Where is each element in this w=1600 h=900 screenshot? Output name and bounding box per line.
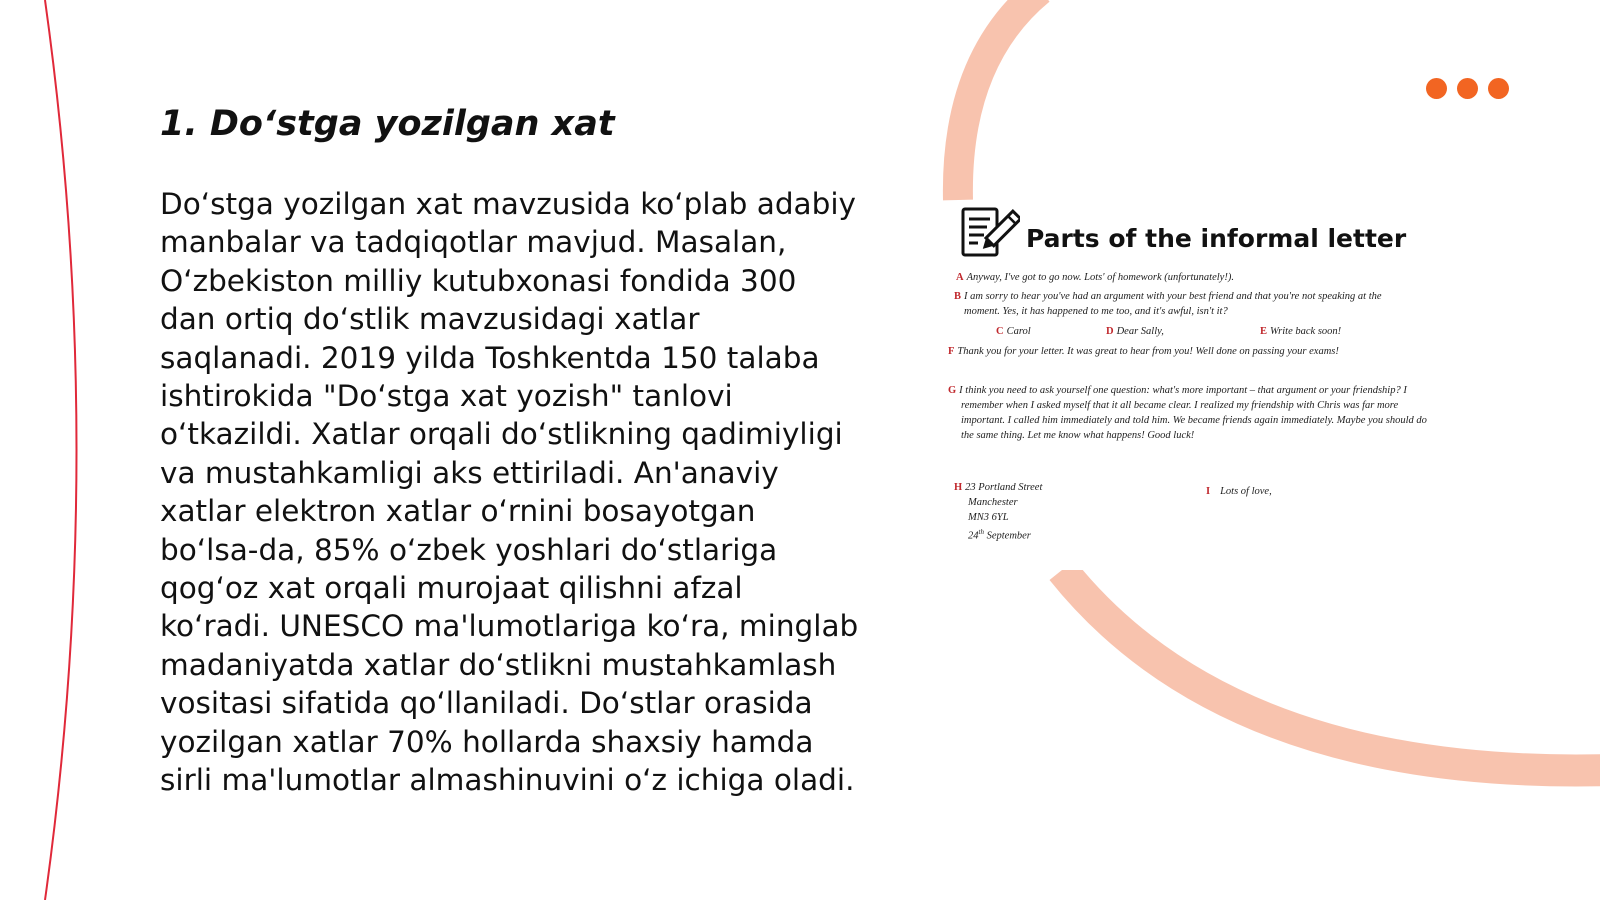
letter-part-i bbox=[1206, 484, 1272, 499]
part-letter: B bbox=[954, 291, 962, 302]
address-city: Manchester bbox=[968, 497, 1018, 508]
part-letter: F bbox=[948, 346, 955, 357]
letter-part-d bbox=[1106, 324, 1164, 339]
address-street: 23 Portland Street bbox=[965, 482, 1043, 493]
part-letter: G bbox=[948, 385, 957, 396]
part-letter: D bbox=[1106, 326, 1114, 337]
part-letter: I bbox=[1206, 486, 1211, 497]
part-letter: E bbox=[1260, 326, 1268, 337]
bottom-ring-arc bbox=[1062, 570, 1600, 770]
slide-body-text: Do‘stga yozilgan xat mavzusida ko‘plab adabiy manbalar va tadqiqotlar mavjud. Masalan, O‘zbekiston milliy kutubxonasi fondida 300 dan ortiq do‘stlik mavzusidagi xatlar saqlanadi. 2019 yilda Toshkentda 150 talaba ishtirokida "Do‘stga xat yozish" tanlovi o‘tkazildi. Xatlar orqali do‘stlikning qadimiyligi va mustahkamligi aks ettiriladi. An'anaviy xatlar elektron xatlar o‘rnini bosayotgan bo‘lsa-da, 85% o‘zbek yoshlari do‘stlariga qog‘oz xat orqali murojaat qilishni afzal ko‘radi. UNESCO ma'lumotlariga ko‘ra, minglab madaniyatda xatlar do‘stlikni mustahkamlash vositasi sifatida qo‘llaniladi. Do‘stlar orasida yozilgan xatlar 70% hollarda shaxsiy hamda sirli ma'lumotlar almashinuvini o‘z ichiga oladi. bbox=[160, 187, 859, 798]
top-ring-arc bbox=[958, 0, 1040, 200]
letter-part-f bbox=[948, 344, 1398, 359]
letter-date-suffix: th bbox=[978, 528, 984, 536]
part-letter: A bbox=[956, 272, 964, 283]
letter-date-day: 24 bbox=[968, 530, 979, 542]
figure-title: Parts of the informal letter bbox=[1026, 223, 1407, 253]
three-dots-icon[interactable] bbox=[1426, 78, 1509, 99]
part-text: I am sorry to hear you've had an argument with your best friend and that you're not speaking at the moment. Yes, it has happened to me too, and it's awful, isn't it? bbox=[964, 291, 1382, 317]
slide-title: 1. Do‘stga yozilgan xat bbox=[160, 104, 615, 144]
part-letter: H bbox=[954, 482, 963, 493]
part-letter: C bbox=[996, 326, 1004, 337]
part-text: Lots of love, bbox=[1220, 486, 1272, 497]
part-text: Anyway, I've got to go now. Lots' of homework (unfortunately!). bbox=[966, 272, 1234, 283]
part-text: Dear Sally, bbox=[1116, 326, 1164, 337]
figure-header bbox=[960, 205, 1406, 261]
letter-part-g bbox=[948, 383, 1431, 443]
letter-part-a bbox=[956, 270, 1426, 285]
dot-2 bbox=[1457, 78, 1478, 99]
notepad-pencil-icon bbox=[960, 205, 1020, 261]
letter-part-c bbox=[996, 324, 1031, 339]
part-text: Write back soon! bbox=[1270, 326, 1342, 337]
letter-date-month: September bbox=[986, 530, 1031, 542]
informal-letter-figure bbox=[948, 205, 1440, 570]
address-postcode: MN3 6YL bbox=[968, 512, 1009, 523]
left-edge-curve bbox=[45, 0, 77, 900]
letter-part-b bbox=[954, 289, 1414, 319]
dot-3 bbox=[1488, 78, 1509, 99]
part-text: Thank you for your letter. It was great to hear from you! Well done on passing your exams! bbox=[957, 346, 1339, 357]
letter-part-e bbox=[1260, 324, 1341, 339]
part-text: Carol bbox=[1006, 326, 1031, 337]
letter-part-h bbox=[954, 480, 1042, 544]
part-text: I think you need to ask yourself one question: what's more important – that argument or your friendship? I remember when I asked myself that it all became clear. I realized my friendship with Chris was far more important. I called him immediately and told him. We became friends again immediately. Maybe you should do the same thing. Let me know what happens! Good luck! bbox=[959, 385, 1427, 441]
dot-1 bbox=[1426, 78, 1447, 99]
